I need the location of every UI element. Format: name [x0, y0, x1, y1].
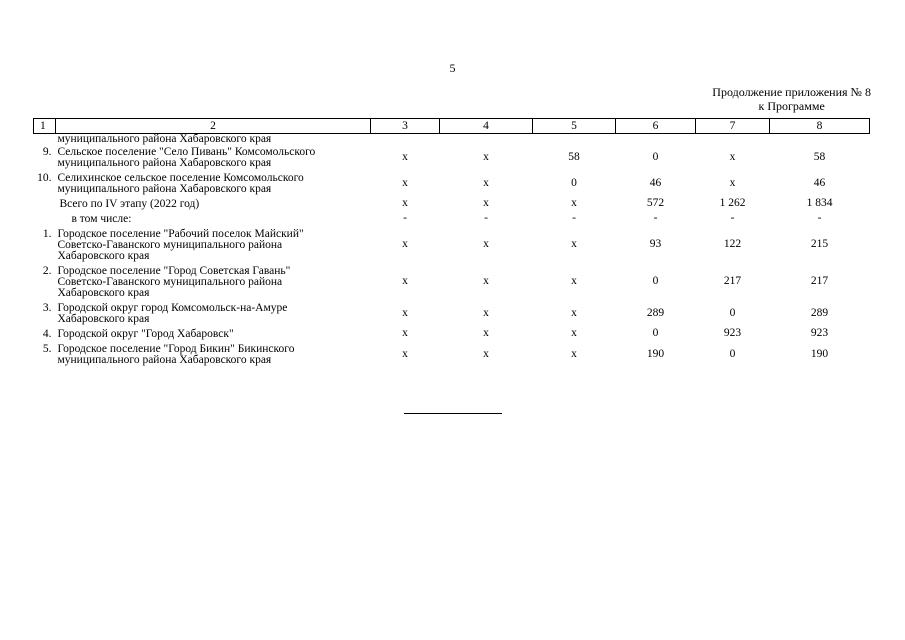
cell-col-6: 0 [652, 275, 659, 287]
table-row [34, 342, 870, 368]
cell-col-7: 0 [729, 306, 736, 319]
row-number: 1. [42, 228, 52, 240]
cell-col-6: 289 [646, 306, 665, 319]
row-name [56, 212, 371, 227]
cell-col-3: х [402, 238, 408, 250]
cell-col-3: х [402, 306, 408, 319]
cell-col-8: - [817, 212, 822, 224]
row-name [56, 264, 371, 301]
row-number [34, 212, 56, 227]
cell-col-5: х [571, 327, 577, 339]
row-name-line: Городской округ город Комсомольск-на-Амуре [57, 302, 288, 314]
cell-col-8: 190 [810, 347, 829, 360]
row-name-line: Сельское поселение "Село Пивань" Комсомольского [57, 146, 316, 158]
page-number: 5 [449, 61, 456, 75]
row-name-line: Советско-Гаванского муниципального района [57, 239, 283, 251]
table-row [34, 327, 870, 342]
header-col-1: 1 [34, 119, 56, 134]
cell-col-3: - [403, 212, 407, 224]
continuation-line-2: к Программе [758, 99, 825, 113]
row-name [56, 327, 371, 342]
cell-col-7: 1 262 [719, 197, 746, 209]
row-name-line: Городское поселение "Город Бикин" Бикинского [57, 343, 295, 355]
cell-col-5: х [571, 275, 577, 287]
row-name [56, 227, 371, 264]
cell-col-7: - [730, 212, 735, 224]
row-name [56, 145, 371, 171]
row-name [56, 342, 371, 368]
header-col-6: 6 [616, 119, 696, 134]
table-row [34, 227, 870, 264]
cell-col-4: х [483, 176, 489, 189]
cell-col-6: 0 [652, 327, 659, 339]
cell-col-5: х [571, 347, 577, 360]
table-row [34, 301, 870, 327]
program-table [33, 118, 870, 368]
row-name-line: Городской округ "Город Хабаровск" [57, 328, 234, 340]
row-name-line: Городское поселение "Рабочий поселок Майский" [57, 228, 304, 240]
row-name [56, 197, 371, 212]
cell-col-3: х [402, 176, 408, 189]
row-name-line: Селихинское сельское поселение Комсомольского [57, 172, 304, 184]
cell-col-8: 1 834 [806, 197, 833, 209]
table-row [34, 145, 870, 171]
cell-col-8: 923 [810, 327, 829, 339]
row-number: 4. [42, 328, 52, 340]
cell-col-5: 0 [571, 176, 577, 189]
row-name-line: в том числе: [71, 213, 132, 225]
cell-col-7: х [729, 150, 736, 163]
header-col-3: 3 [371, 119, 440, 134]
table-row [34, 264, 870, 301]
row-name-line: Советско-Гаванского муниципального района [57, 276, 283, 288]
row-name [56, 171, 371, 197]
table-row-carryover [34, 134, 870, 146]
footer-rule [404, 413, 502, 414]
row-number: 9. [42, 146, 52, 158]
cell-col-8: 289 [810, 306, 829, 319]
table-row [34, 197, 870, 212]
cell-col-4: х [483, 197, 489, 209]
cell-col-5: х [571, 238, 577, 250]
row-name: муниципального района Хабаровского края [57, 133, 272, 145]
cell-col-4: х [483, 238, 489, 250]
cell-col-6: - [653, 212, 658, 224]
cell-col-4: х [483, 150, 489, 163]
table-row [34, 212, 870, 227]
cell-col-7: 217 [723, 275, 742, 287]
row-number [34, 197, 56, 212]
cell-col-4: х [483, 347, 489, 360]
cell-col-3: х [402, 150, 408, 163]
cell-col-5: х [571, 306, 577, 319]
row-number: 10. [37, 172, 52, 184]
row-name-line: муниципального района Хабаровского края [57, 354, 272, 366]
cell-col-5: х [571, 197, 577, 209]
row-name-line: муниципального района Хабаровского края [57, 183, 272, 195]
cell-col-4: х [483, 327, 489, 339]
cell-col-7: 923 [723, 327, 742, 339]
table-header-row [34, 119, 870, 134]
continuation-line-1: Продолжение приложения № 8 [712, 85, 871, 99]
cell-col-3: х [402, 327, 408, 339]
row-number [34, 134, 56, 146]
cell-col-7: 122 [723, 238, 742, 250]
cell-col-8: 215 [810, 238, 829, 250]
row-name-line: Всего по IV этапу (2022 год) [59, 198, 200, 210]
cell-col-5: - [572, 212, 576, 224]
cell-col-7: х [729, 176, 736, 189]
cell-col-6: 93 [649, 238, 662, 250]
cell-col-4: х [483, 275, 489, 287]
row-number: 5. [42, 343, 52, 355]
appendix-continuation-note [712, 85, 871, 113]
cell-col-6: 46 [649, 176, 662, 189]
cell-col-8: 58 [813, 150, 826, 163]
row-name-line: Городское поселение "Город Советская Гавань" [57, 265, 291, 277]
header-col-8: 8 [770, 119, 870, 134]
row-name-line: Хабаровского края [57, 287, 150, 299]
cell-col-4: - [484, 212, 488, 224]
header-col-7: 7 [696, 119, 770, 134]
row-number: 2. [42, 265, 52, 277]
cell-col-6: 572 [646, 197, 665, 209]
header-col-4: 4 [440, 119, 533, 134]
cell-col-8: 217 [810, 275, 829, 287]
cell-col-8: 46 [813, 176, 826, 189]
cell-col-5: 58 [568, 150, 580, 163]
row-name-line: Хабаровского края [57, 250, 150, 262]
row-name-line: Хабаровского края [57, 313, 150, 325]
row-name [56, 301, 371, 327]
row-number: 3. [42, 302, 52, 314]
cell-col-7: 0 [729, 347, 736, 360]
cell-col-3: х [402, 197, 408, 209]
cell-col-3: х [402, 275, 408, 287]
header-col-2: 2 [56, 119, 371, 134]
cell-col-6: 0 [652, 150, 659, 163]
cell-col-4: х [483, 306, 489, 319]
header-col-5: 5 [533, 119, 616, 134]
cell-col-6: 190 [646, 347, 665, 360]
table-row [34, 171, 870, 197]
row-name-line: муниципального района Хабаровского края [57, 157, 272, 169]
cell-col-3: х [402, 347, 408, 360]
